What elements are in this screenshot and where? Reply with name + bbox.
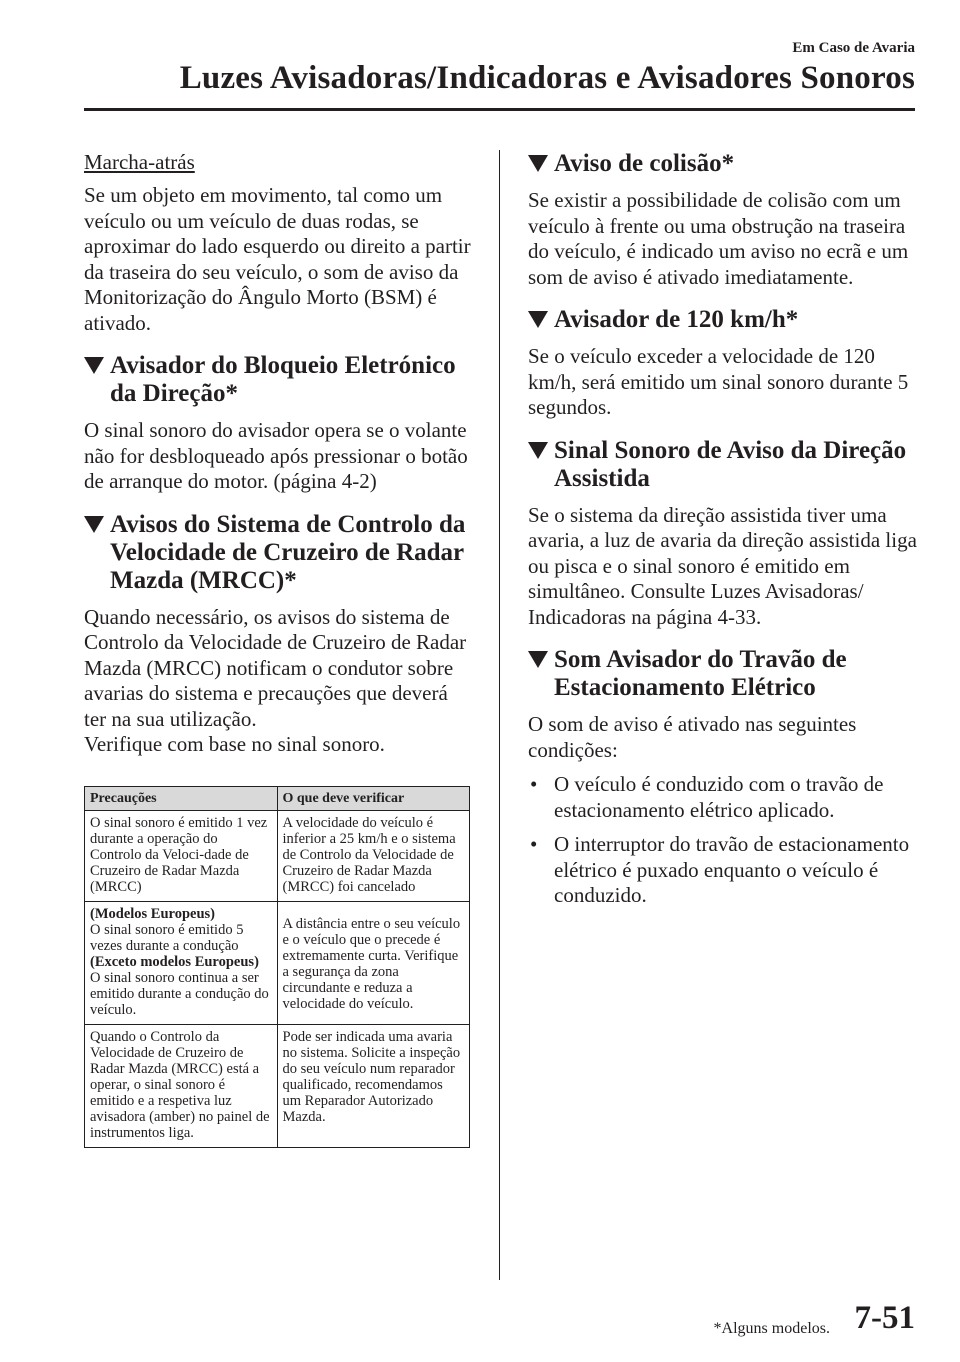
page-number: 7-51 xyxy=(854,1300,915,1336)
table-cell: Quando o Controlo da Velocidade de Cruzeiro de Radar Mazda (MRCC) está a operar, o sinal sonoro é emitido e a respetiva luz avisadora (amber) no painel de instrumentos liga. xyxy=(85,1024,278,1147)
table-row xyxy=(85,810,470,901)
list-item: • O interruptor do travão de estacionamento elétrico é puxado enquanto o veículo é conduzido. xyxy=(530,832,910,907)
table-cell: O sinal sonoro é emitido 1 vez durante a operação do Controlo da Veloci-dade de Cruzeiro de Radar Mazda (MRCC) xyxy=(85,810,278,901)
parking-brake-heading: Som Avisador do Travão de Estacionamento Elétrico xyxy=(528,646,918,702)
list-item: • O veículo é conduzido com o travão de estacionamento elétrico aplicado. xyxy=(530,772,884,822)
table-cell: Pode ser indicada uma avaria no sistema. Solicite a inspeção do seu veículo num reparador qualificado, recomendamos um Reparador Autorizado Mazda. xyxy=(277,1024,470,1147)
table-header-check: O que deve verificar xyxy=(277,786,470,810)
table-cell: A velocidade do veículo é inferior a 25 km/h e o sistema de Controlo da Velocidade de Cruzeiro de Radar Mazda (MRCC) foi cancelado xyxy=(277,810,470,901)
bullet-dot-icon: • xyxy=(530,832,538,856)
steering-lock-text: O sinal sonoro do avisador opera se o volante não for desbloqueado após pressionar o botão de arranque do motor. (página 4-2) xyxy=(84,418,468,493)
collision-text: Se existir a possibilidade de colisão com um veículo à frente ou uma obstrução na traseira do veículo, é indicado um aviso no ecrã e um som de aviso é ativado imediatamente. xyxy=(528,188,909,289)
bullet-dot-icon: • xyxy=(530,772,538,796)
power-steering-text: Se o sistema da direção assistida tiver uma avaria, a luz de avaria da direção assistida liga ou pisca e o sinal sonoro é emitido em simultâneo. Consulte Luzes Avisadoras/ Indicadoras na página 4-33. xyxy=(528,502,917,629)
cell-subheading: (Modelos Europeus) xyxy=(90,905,216,922)
reverse-text: Se um objeto em movimento, tal como um veículo ou um veículo de duas rodas, se aproximar do lado esquerdo ou direito a partir da traseira do seu veículo, o som de aviso da Monitorização do Ângulo Morto (BSM) é ativado. xyxy=(84,183,471,335)
header-title: Luzes Avisadoras/Indicadoras e Avisadores Sonoros xyxy=(179,60,915,96)
table-cell: A distância entre o seu veículo e o veículo que o precede é extremamente curta. Verifique a segurança da zona circundante e reduza a velocidade do veículo. xyxy=(277,901,470,1024)
triangle-bullet-icon xyxy=(84,357,104,374)
table-cell xyxy=(85,901,278,1024)
cell-text: O sinal sonoro é emitido 5 vezes durante a condução xyxy=(90,921,244,954)
cell-text: O sinal sonoro continua a ser emitido durante a condução do veículo. xyxy=(90,969,269,1018)
header-rule xyxy=(84,108,915,111)
footnote: *Alguns modelos. xyxy=(713,1320,830,1337)
left-column xyxy=(84,150,472,1148)
right-column xyxy=(528,150,918,909)
collision-heading: Aviso de colisão* xyxy=(528,150,918,178)
mrcc-heading: Avisos do Sistema de Controlo da Velocidade de Cruzeiro de Radar Mazda (MRCC)* xyxy=(84,511,472,595)
speed-heading: Avisador de 120 km/h* xyxy=(528,306,918,334)
parking-brake-list xyxy=(528,772,918,909)
table-row xyxy=(85,901,470,1024)
mrcc-text: Quando necessário, os avisos do sistema de Controlo da Velocidade de Cruzeiro de Radar Mazda (MRCC) notificam o condutor sobre avarias do sistema e precauções que deverá ter na sua utilização. xyxy=(84,604,467,731)
table-header-row xyxy=(85,786,470,810)
mrcc-text-2: Verifique com base no sinal sonoro. xyxy=(84,732,385,756)
triangle-bullet-icon xyxy=(528,311,548,328)
parking-brake-text: O som de aviso é ativado nas seguintes condições: xyxy=(528,712,857,762)
reverse-heading: Marcha-atrás xyxy=(84,150,195,174)
triangle-bullet-icon xyxy=(84,516,104,533)
column-divider xyxy=(499,150,500,1280)
table-header-precautions: Precauções xyxy=(85,786,278,810)
cell-subheading: (Exceto modelos Europeus) xyxy=(90,953,259,970)
header-section: Em Caso de Avaria xyxy=(792,40,915,56)
triangle-bullet-icon xyxy=(528,155,548,172)
speed-text: Se o veículo exceder a velocidade de 120 km/h, será emitido um sinal sonoro durante 5 segundos. xyxy=(528,344,909,419)
steering-lock-heading: Avisador do Bloqueio Eletrónico da Direção* xyxy=(84,352,472,408)
power-steering-heading: Sinal Sonoro de Aviso da Direção Assistida xyxy=(528,437,918,493)
triangle-bullet-icon xyxy=(528,651,548,668)
table-row xyxy=(85,1024,470,1147)
triangle-bullet-icon xyxy=(528,442,548,459)
precautions-table xyxy=(84,786,470,1148)
